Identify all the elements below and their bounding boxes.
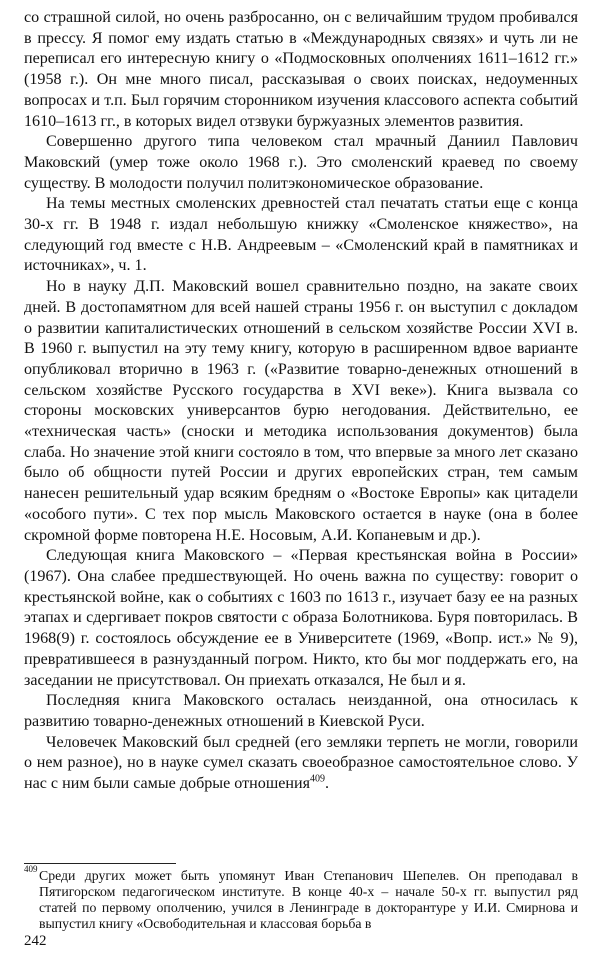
paragraph-6: Последняя книга Маковского осталась неизданной, она относилась к развитию товарно-денежных отношений в Киевской Руси. <box>24 692 578 730</box>
page-number: 242 <box>24 933 47 949</box>
footnote-text: Среди других может быть упомянут Иван Степанович Шепелев. Он преподавал в Пятигорском педагогическом институте. В конце 40-х – начале 50-х гг. выпустил ряд статей по первому ополчению, учился в Ленинграде в докторантуре у И.И. Смирнова и выпустил книгу «Освободительная и классовая борьба в <box>39 868 578 931</box>
footnote <box>24 864 578 932</box>
paragraph-3: На темы местных смоленских древностей стал печатать статьи еще с конца 30-х гг. В 1948 г. издал небольшую книжку «Смоленское княжество», на следующий год вместе с Н.В. Андреевым – «Смоленский край в памятниках и источниках», ч. 1. <box>24 195 578 275</box>
paragraph-2: Совершенно другого типа человеком стал мрачный Даниил Павлович Маковский (умер тоже около 1968 г.). Это смоленский краевед по своему существу. В молодости получил политэкономическое образование. <box>24 133 578 192</box>
paragraph-4: Но в науку Д.П. Маковский вошел сравнительно поздно, на закате своих дней. В достопамятном для всей нашей страны 1956 г. он выступил с докладом о развитии капиталистических отношений в сельском хозяйстве России XVI в. В 1960 г. выпустил на эту тему книгу, которую в расширенном вдвое варианте опубликовал вторично в 1963 г. («Развитие товарно-денежных отношений в сельском хозяйстве Русского государства в XVI веке»). Книга вызвала со стороны московских универсантов бурю негодования. Действительно, ее «техническая часть» (сноски и методика использования документов) была слаба. Но значение этой книги состояло в том, что впервые за много лет сказано было об общности путей России и других европейских стран, тем самым нанесен решительный удар всяким бредням о «Востоке Европы» как цитадели «особого пути». С тех пор мысль Маковского остается в науке (она в более скромной форме повторена Н.Е. Носовым, А.И. Копаневым и др.). <box>24 278 578 544</box>
paragraph-5: Следующая книга Маковского – «Первая крестьянская война в России» (1967). Она слабее предшествующей. Но очень важна по существу: говорит о крестьянской войне, как о событиях с 1603 по 1613 г., изучает базу ее на разных этапах и сдергивает покров святости с образа Болотникова. Буря повторилась. В 1968(9) г. состоялось обсуждение ее в Университете (1969, «Вопр. ист.» № 9), превратившееся в разнузданный погром. Никто, кто бы мог поддержать его, на заседании не присутствовал. Он приехать отказался, Не был и я. <box>24 547 578 689</box>
footnote-number: 409 <box>24 864 38 874</box>
main-text <box>24 8 578 795</box>
paragraph-7: Человечек Маковский был средней (его земляки терпеть не могли, говорили о нем разное), но в науке сумел сказать своеобразное самостоятельное слово. У нас с ним были самые добрые отношения$^{409}$. <box>24 733 578 793</box>
footnote-reference: 409 <box>309 773 325 785</box>
paragraph-1: со страшной силой, но очень разбросанно, он с величайшим трудом пробивался в прессу. Я помог ему издать статью в «Международных связях» и чуть ли не переписал его интересную книгу о «Подмосковных ополчениях 1611–1612 гг.» (1958 г.). Он мне много писал, рассказывая о своих поисках, недоуменных вопросах и т.п. Был горячим сторонником изучения классового аспекта событий 1610–1613 гг., в которых видел отзвуки буржуазных элементов развития. <box>24 9 578 130</box>
footnote-divider <box>24 863 176 864</box>
paragraph-7-text: Человечек Маковский был средней (его земляки терпеть не могли, говорили о нем разное), но в науке сумел сказать своеобразное самостоятельное слово. У нас с ним были самые добрые отношения <box>24 733 578 793</box>
